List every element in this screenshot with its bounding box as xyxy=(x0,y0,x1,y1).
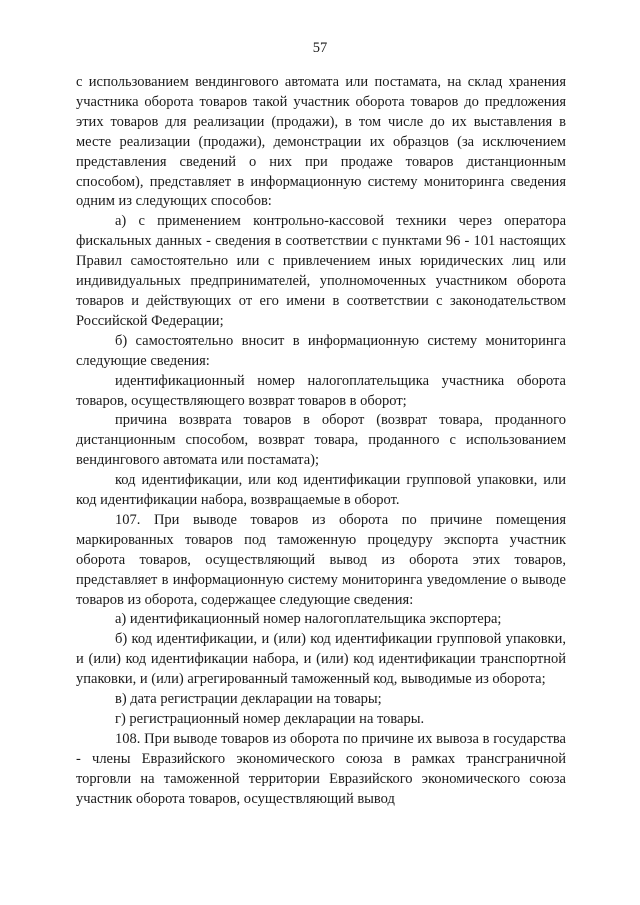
paragraph-taxpayer-id: идентификационный номер налогоплательщика участника оборота товаров, осуществляющего возврат товаров в оборот; xyxy=(76,372,566,409)
document-body xyxy=(76,73,566,810)
paragraph-108: 108. При выводе товаров из оборота по причине их вывоза в государства - члены Евразийского экономического союза в рамках трансграничной торговли на таможенной территории Евразийского экономического союза участник оборота товаров, осуществляющий вывод xyxy=(76,730,566,807)
paragraph-item-b: б) самостоятельно вносит в информационную систему мониторинга следующие сведения: xyxy=(76,332,566,369)
paragraph-return-reason: причина возврата товаров в оборот (возврат товара, проданного дистанционным способом, возврат товара, проданного с использованием вендингового автомата или постамата); xyxy=(76,412,566,469)
paragraph-item-a: а) с применением контрольно-кассовой техники через оператора фискальных данных - сведения в соответствии с пунктами 96 - 101 настоящих Правил самостоятельно или с привлечением иных юридических лиц или индивидуальных предпринимателей, уполномоченных участником оборота товаров и действующих от его имени в соответствии с законодательством Российской Федерации; xyxy=(76,213,566,329)
paragraph-107-c: в) дата регистрации декларации на товары; xyxy=(115,691,382,708)
paragraph-identification-code: код идентификации, или код идентификации групповой упаковки, или код идентификации набора, возвращаемые в оборот. xyxy=(76,472,566,509)
paragraph-intro: с использованием вендингового автомата или постамата, на склад хранения участника оборота товаров такой участник оборота товаров до предложения этих товаров для реализации (продажи), в том числе до их выставления в месте реализации (продажи), демонстрации их образцов (за исключением представления сведений о них при продаже товаров дистанционным способом), представляет в информационную систему мониторинга сведения одним из следующих способов: xyxy=(76,74,566,210)
page-number: 57 xyxy=(312,40,328,56)
paragraph-107-b: б) код идентификации, и (или) код идентификации групповой упаковки, и (или) код идентификации набора, и (или) код идентификации транспортной упаковки, и (или) агрегированный таможенный код, выводимые из оборота; xyxy=(76,631,566,688)
paragraph-107-d: г) регистрационный номер декларации на товары. xyxy=(115,711,425,727)
paragraph-107: 107. При выводе товаров из оборота по причине помещения маркированных товаров под таможенную процедуру экспорта участник оборота товаров, осуществляющий вывод из оборота этих товаров, представляет в информационную систему мониторинга уведомление о выводе товаров из оборота, содержащее следующие сведения: xyxy=(76,511,566,608)
paragraph-107-a: а) идентификационный номер налогоплательщика экспортера; xyxy=(115,611,502,628)
